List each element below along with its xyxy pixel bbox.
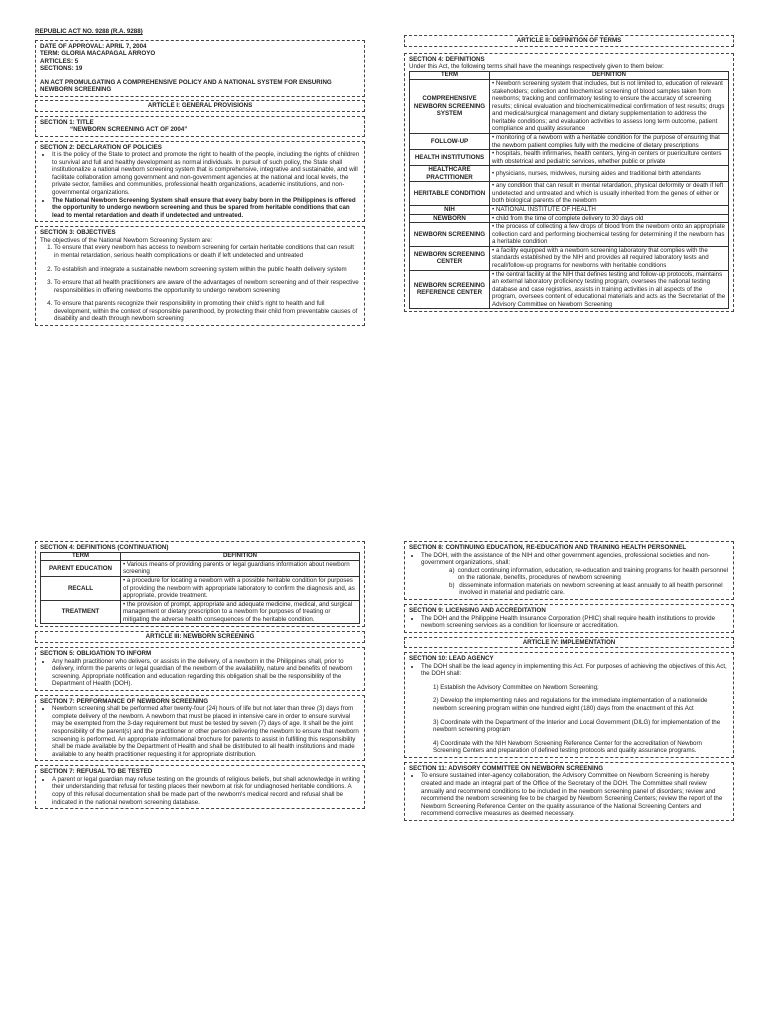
section-4-continuation (35, 541, 365, 627)
page-3 (35, 541, 365, 809)
page-2 (404, 35, 734, 312)
section-10-item-1: 1) Establish the Advisory Committee on Newborn Screening; (433, 683, 599, 691)
act-title: AN ACT PROMULGATING A COMPREHENSIVE POLICY AND A NATIONAL SYSTEM FOR ENSURING NEWBORN SCREENING (40, 78, 332, 94)
objective-2: 2. To establish and integrate a sustainable newborn screening system within the public health delivery system (54, 266, 360, 274)
definition-term: NIH (410, 206, 490, 215)
section-4 (404, 53, 734, 313)
section-1-body: “NEWBORN SCREENING ACT OF 2004” (70, 126, 188, 134)
section-8-item-a: a) conduct continuing information, education, re-education and training programs for health personnel on the rationale, benefits, procedures of newborn screening (449, 566, 729, 582)
section-5-heading: SECTION 5: OBLIGATION TO INFORM (40, 649, 152, 657)
definition-text: • hospitals, health infirmaries, health centers, lying-in centers or puericulture centers with obstetrical and pediatric services, whether public or private (490, 150, 729, 166)
section-3-heading: SECTION 3: OBJECTIVES (40, 229, 116, 237)
definition-row (410, 270, 729, 309)
section-10 (404, 652, 734, 758)
col-definition: DEFINITION (121, 552, 360, 560)
definition-term: HERITABLE CONDITION (410, 182, 490, 206)
section-8-body: • The DOH, with the assistance of the NIH and other government agencies, professional societies and non-government organizations, shall: (421, 552, 729, 567)
section-9-body: • The DOH and the Philippine Health Insurance Corporation (PHIC) shall require health institutions to provide newborn screening services as a condition for licensure or accreditation. (421, 615, 729, 630)
section-8-b-text: disseminate information materials on newborn screening at least annually to all health personnel involved in material and pediatric care. (459, 581, 723, 597)
page-4 (404, 541, 734, 821)
section-10-item-2: 2) Develop the implementing rules and regulations for the immediate implementation of a nationwide newborn screening program within one hundred eight (180) days from the enactment of this Act (433, 697, 708, 712)
term: TERM: GLORIA MACAPAGAL ARROYO (40, 50, 156, 58)
section-4c-heading: SECTION 4: DEFINITIONS (CONTINUATION) (40, 544, 169, 551)
definition-term: RECALL (41, 577, 121, 601)
section-7-refusal (35, 765, 365, 809)
definition-row (410, 133, 729, 149)
section-9-heading: SECTION 9: LICENSING AND ACCREDITATION (409, 606, 546, 614)
section-2-bullet-1: • It is the policy of the State to protect and promote the right to health of the people, including the rights of children to survival and full and healthy development as normal individuals. In pursuit of such policy, the State shall institutionalize a national newborn screening system that is comprehensive, integrative and sustainable, and will facilitate collaboration among government and non-government agencies at the national and local levels, the private sector, families and communities, professional health organizations, academic institutions, and non-governmental organizations. (52, 151, 360, 196)
section-8-item-b: b) disseminate information materials on newborn screening at least annually to all health personnel involved in material and pediatric care. (409, 582, 729, 597)
section-8-a-text: conduct continuing information, education, re-education and training programs for health personnel on the rationale, benefits, procedures of newborn screening (457, 566, 729, 582)
section-4-intro: Under this Act, the following terms shall have the meanings respectively given to them below: (409, 63, 664, 71)
definition-text: • monitoring of a newborn with a heritable condition for the purpose of ensuring that the newborn patient complies fully with the medicine of dietary prescriptions (490, 133, 729, 149)
section-11-heading: SECTION 11: ADVISORY COMMITTEE ON NEWBORN SCREENING (409, 764, 604, 772)
section-10-item-4: 4) Coordinate with the NIH Newborn Screening Reference Center for the accreditation of Newborn Screening Centers and preparation of defined testing protocols and quality assurance programs. (433, 739, 702, 755)
article-1-heading: ARTICLE I: GENERAL PROVISIONS (35, 100, 365, 112)
section-2-bullet-2: • The National Newborn Screening System shall ensure that every baby born in the Philippines is offered the opportunity to undergo newborn screening and thus be spared from heritable conditions that can lead to mental retardation and death if undetected and untreated. (52, 197, 360, 220)
definition-row (410, 150, 729, 166)
article-4-heading: ARTICLE IV: IMPLEMENTATION (404, 637, 734, 649)
definition-term: COMPREHENSIVE NEWBORN SCREENING SYSTEM (410, 80, 490, 134)
definition-row (410, 182, 729, 206)
definition-term: NEWBORN SCREENING CENTER (410, 246, 490, 270)
page-1 (35, 28, 365, 326)
definition-text: • the provision of prompt, appropriate and adequate medicine, medical, and surgical management or dietary prescription to a newborn for purposes of treating or mitigating the adverse health consequences of the heritable condition. (121, 600, 360, 624)
definition-row (41, 560, 360, 576)
section-7-performance (35, 695, 365, 762)
objective-3: 3. To ensure that all health practitioners are aware of the advantages of newborn screening and of their respective responsibilities in offering newborns the opportunity to undergo newborn screening (54, 279, 360, 294)
definition-text: • a facility equipped with a newborn screening laboratory that complies with the standards established by the NIH and provides all required laboratory tests and recall/follow-up programs for newborns with heritable conditions (490, 246, 729, 270)
section-11 (404, 762, 734, 821)
section-1 (35, 116, 365, 137)
definition-text: • Various means of providing parents or legal guardians information about newborn screening (121, 560, 360, 576)
definition-row (410, 246, 729, 270)
definition-text: • NATIONAL INSTITUTE OF HEALTH (490, 206, 729, 215)
section-8-heading: SECTION 8: CONTINUING EDUCATION, RE-EDUCATION AND TRAINING HEALTH PERSONNEL (409, 544, 687, 551)
definition-row (410, 214, 729, 223)
section-7b-body: • A parent or legal guardian may refuse testing on the grounds of religious beliefs, but shall acknowledge in writing their understanding that refusal for testing places their newborn at risk for undiagnosed heritable conditions. A copy of this refusal documentation shall be made part of the newborn's medical record and refusal shall be indicated in the national newborn screening database. (52, 776, 360, 806)
definition-text: • the process of collecting a few drops of blood from the newborn onto an appropriate collection card and performing biochemical testing for determining if the newborn has a heritable condition (490, 223, 729, 247)
act-info-box (35, 40, 365, 97)
definition-row (410, 166, 729, 182)
definition-term: HEALTHCARE PRACTITIONER (410, 166, 490, 182)
section-2 (35, 141, 365, 223)
section-7a-body: • Newborn screening shall be performed after twenty-four (24) hours of life but not later than three (3) days from complete delivery of the newborn. A newborn that must be placed in intensive care in order to ensure survival may be exempted from the 3-day requirement but must be tested by seven (7) days of age. It shall be the joint responsibility of the parent(s) and the practitioner or other person delivering the newborn to ensure that newborn screening is performed. An appropriate informational brochure for parents to assist in fulfilling this responsibility shall be made available by the Department of Health and shall be distributed to all health institutions and made available to any health practitioner requesting it for appropriate distribution. (52, 705, 360, 758)
section-10-body: • The DOH shall be the lead agency in implementing this Act. For purposes of achieving the objectives of this Act, the DOH shall: (421, 663, 729, 678)
definition-term: NEWBORN (410, 214, 490, 223)
article-3-heading: ARTICLE III: NEWBORN SCREENING (35, 631, 365, 643)
definition-term: NEWBORN SCREENING (410, 223, 490, 247)
section-8 (404, 541, 734, 600)
definition-term: TREATMENT (41, 600, 121, 624)
definition-row (41, 600, 360, 624)
section-10-item-3: 3) Coordinate with the Department of the Interior and Local Government (DILG) for implementation of the newborn screening program (433, 718, 721, 734)
section-3 (35, 226, 365, 326)
section-5 (35, 647, 365, 691)
section-9 (404, 604, 734, 633)
section-7b-heading: SECTION 7: REFUSAL TO BE TESTED (40, 768, 153, 776)
definition-text: • the central facility at the NIH that defines testing and follow-up protocols, maintains an external laboratory proficiency testing program, oversees the national testing database and case registries, assists in training activities in all aspects of the program, oversees content of educational materials and acts as the Secretariat of the Advisory Committee on Newborn Screening (490, 270, 729, 309)
article-2-heading: ARTICLE II: DEFINITION OF TERMS (404, 35, 734, 47)
definition-row (410, 223, 729, 247)
col-term: TERM (41, 552, 121, 560)
objective-4: 4. To ensure that parents recognize their responsibility in promoting their child's right to health and full development, within the context of responsible parenthood, by protecting their child from preventable causes of disability and death through newborn screening (54, 300, 360, 323)
section-7a-heading: SECTION 7: PERFORMANCE OF NEWBORN SCREENING (40, 697, 209, 705)
objective-1: 1. To ensure that every newborn has access to newborn screening for certain heritable conditions that can result in mental retardation, serious health complications or death if left undetected and untreated (54, 244, 360, 259)
definition-term: HEALTH INSTITUTIONS (410, 150, 490, 166)
approval-date: DATE OF APPROVAL: APRIL 7, 2004 (40, 42, 147, 50)
definition-row (410, 80, 729, 134)
definition-text: • Newborn screening system that includes, but is not limited to, education of relevant stakeholders; collection and biochemical screening of blood samples taken from newborns; tracking and confirmatory testing to ensure the accuracy of screening results; clinical evaluation and biochemical/medical confirmation of test results; drugs and medical/surgical management and dietary supplementation to address the heritable conditions; and evaluation activities to assess long term outcome, patient compliance and quality assurance (490, 80, 729, 134)
ra-title: REPUBLIC ACT NO. 9288 (R.A. 9288) (35, 28, 143, 35)
section-3-intro: The objectives of the National Newborn Screening System are: (40, 236, 213, 244)
definitions-table (409, 71, 729, 310)
section-11-body: • To ensure sustained inter-agency collaboration, the Advisory Committee on Newborn Screening is hereby created and made an integral part of the Office of the Secretary of the DOH. The Committee shall review annually and recommend conditions to be included in the newborn screening panel of disorders; review and recommend the newborn screening fee to be charged by Newborn Screening Centers; review the report of the Newborn Screening Reference Center on the quality assurance of the National Screening Centers and recommend corrective measures as deemed necessary. (421, 772, 729, 817)
definition-row (41, 577, 360, 601)
definition-term: FOLLOW-UP (410, 133, 490, 149)
sections-count: SECTIONS: 19 (40, 65, 83, 73)
section-5-body: • Any health practitioner who delivers, or assists in the delivery, of a newborn in the Philippines shall, prior to delivery, inform the parents or legal guardian of the newborn of the availability, nature and benefits of newborn screening. Appropriate notification and education regarding this obligation shall be the responsibility of the Department of Health (DOH). (52, 658, 360, 688)
col-term: TERM (410, 71, 490, 79)
section-4-heading: SECTION 4: DEFINITIONS (409, 55, 485, 63)
definition-text: • a procedure for locating a newborn with a possible heritable condition for purposes of providing the newborn with appropriate laboratory to confirm the diagnosis and, as appropriate, provide treatment. (121, 577, 360, 601)
definition-row (410, 206, 729, 215)
definitions-table-2 (40, 552, 360, 625)
section-2-heading: SECTION 2: DECLARATION OF POLICIES (40, 143, 162, 151)
definition-text: • any condition that can result in mental retardation, physical deformity or death if left undetected and untreated and which is usually inherited from the genes of either or both biological parents of the newborn (490, 182, 729, 206)
section-10-heading: SECTION 10: LEAD AGENCY (409, 655, 494, 663)
articles-count: ARTICLES: 5 (40, 57, 79, 65)
section-1-heading: SECTION 1: TITLE (40, 118, 94, 126)
definition-term: PARENT EDUCATION (41, 560, 121, 576)
definition-text: • child from the time of complete delivery to 30 days old (490, 214, 729, 223)
definition-term: NEWBORN SCREENING REFERENCE CENTER (410, 270, 490, 309)
definition-text: • physicians, nurses, midwives, nursing aides and traditional birth attendants (490, 166, 729, 182)
col-definition: DEFINITION (490, 71, 729, 79)
